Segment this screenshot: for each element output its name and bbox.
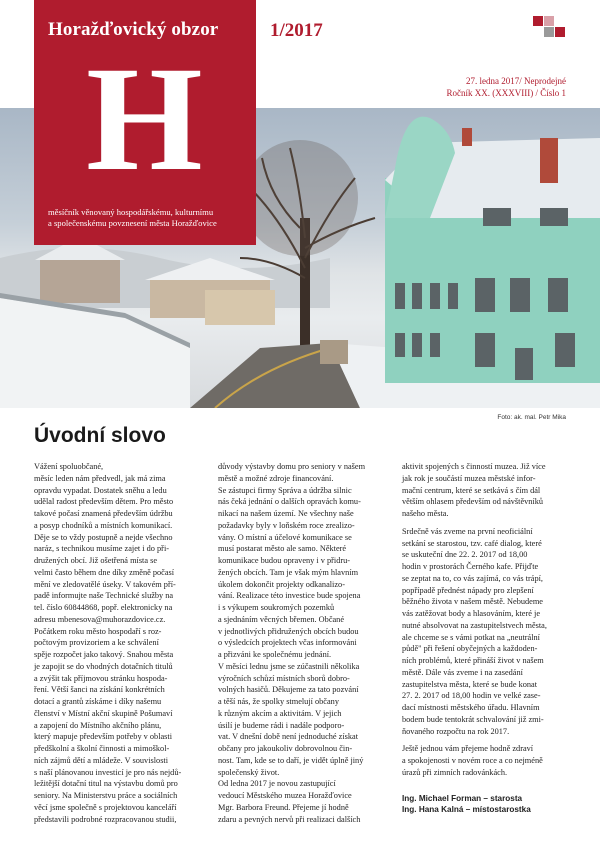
article-column-3 [402,461,566,815]
article-line: dotací a grantů získáme i díky našemu [34,697,162,706]
article-line: výročních schůzí místních sborů dobro- [218,673,350,683]
article-line: větším ohlasem především od návštěvníků [402,497,544,507]
article-line: k různým akcím a aktivitám. V jejich [218,708,342,718]
article-line: žených obcích. Tam je však mým hlavním [218,567,359,577]
article-line: a sjednáním věcných břemen. Občané [218,614,345,624]
article-line: padě informujte naše Technické služby na [34,591,174,601]
article-line: je zapojit se do vhodných dotačních titulů [34,661,173,671]
article-line: volných hasičů. Děkujeme za tato pozvání [218,685,359,695]
article-line: mění ve zledovatělé úseky. V takovém pří- [34,579,176,589]
article-line: a spokojenosti v novém roce a co nejméně [402,756,543,765]
article-line: bodem bude tentokrát schvalování již zmi- [402,714,544,724]
article-line: úkolem dokončit projekty odkanalizo- [218,579,345,589]
article-line: musí postarat město ale samo. Některé [218,544,347,554]
article-line: počtovým provizoriem a ke schválení [34,638,159,648]
article-line: a zapojení do Místního akčního plánu, [34,720,162,730]
masthead-logo-letter: H [86,36,203,202]
article-line: seniory. Na Ministerstvu práce a sociálních [34,791,178,800]
signature-line: Ing. Michael Forman – starosta [402,793,523,803]
article-line: v jednotlivých přidružených obcích budou [218,626,359,636]
article-line: popřípadě přednést nápady pro zlepšení [402,585,534,595]
article-line: vedoucí Městského muzea Horažďovice [218,791,352,800]
article-line: ření. Větší šanci na získání konkrétních [34,685,165,695]
article-line: V měsíci lednu jsme se zúčastnili několika [218,661,360,671]
article-line: Ještě jednou vám přejeme hodně zdraví [402,744,534,754]
article-line: 27. 2. 2017 od 18,00 hodin ve velké zase- [402,691,541,701]
article-line: a posyp chodníků a místních komunikací. [34,520,173,530]
article-line: ležitější dotační titul na výstavbu domů pro [34,779,178,789]
article-line: a zvýšit tak příjmovou stránku hospoda- [34,673,168,683]
masthead-subtitle-line: měsíčník věnovaný hospodářskému, kulturnímu [48,207,214,217]
issue-date: 27. ledna 2017/ Neprodejné [466,76,566,86]
article-line: spěje rozpočet jako takový. Snahou města [34,650,174,659]
article-line: Srdečně vás zveme na první neoficiální [402,526,533,536]
article-line: věcí jsme společně s projektovou kanceláří [34,802,177,812]
article-line: měsíc leden nám předvedl, jak má zima [34,473,166,483]
masthead-block [34,0,256,245]
brand-squares-icon [533,16,565,48]
article-line: mační centrum, které se setkává s čím dál [402,485,541,495]
article-line: Mgr. Barbora Freund. Přejeme jí hodně [218,802,349,812]
article-line: naráz, s technikou musíme zajet i do při- [34,544,170,554]
article-line: vás zatěžovat body a hlasováním, které je [402,609,540,618]
article-line: vání. Realizace této investice bude spojena [218,591,361,601]
article-line: Se zástupci firmy Správa a údržba silnic [218,485,352,495]
article-line: se uskuteční dne 22. 2. 2017 od 18,00 [402,550,528,560]
masthead-subtitle [48,207,253,229]
article-line: komunikace budou opraveny i v přidru- [218,556,351,565]
signatures [402,793,566,815]
article-line: běžného života v našem městě. Nebudeme [402,597,543,607]
article-line: Počátkem roku město hospodaří s roz- [34,626,162,636]
article-column-2 [218,461,382,825]
article-line: Vážení spoluobčané, [34,462,104,471]
article-line: Děje se to vždy postupně a nejde všechno [34,532,173,542]
article-line: společenský život. [218,767,280,777]
article-line: velmi často během dne díky změně počasí [34,567,175,577]
issue-number: 1/2017 [270,20,323,41]
article-line: družených obcí. Již ošetřená místa se [34,556,158,565]
article-line: zastupitelstva města, které se bude konat [402,679,538,689]
article-line: představili podrobné rozpracovanou studii, [34,814,177,824]
article-line: úrazů při zimních radovánkách. [402,767,508,777]
article-line: požadavky byly v loňském roce zrealizo- [218,520,355,530]
article-line: ních problémů, které přináší život v našem [402,656,544,665]
article-line: zdaru a pevných nervů při realizaci dalších [218,814,361,824]
article-heading: Úvodní slovo [34,424,166,447]
article-line: a přizváni ke společnému jednání. [218,650,332,659]
article-line: a těší nás, že spolky stmelují občany [218,697,339,706]
article-column-1 [34,461,198,825]
article-line: adresu mbenesova@muhorazdovice.cz. [34,614,166,624]
article-line: takové počasí znamená především údržbu [34,509,173,518]
article-line: členství v Místní akční skupině Pošumaví [34,708,173,718]
article-line: vat. V dnešní době není jednoduché získat [218,732,359,742]
article-line: nutné absolvovat na zastupitelstvech města, [402,620,547,630]
masthead-subtitle-line: a společenskému povznesení města Horažďovice [48,218,217,228]
article-line: opravdu vypadat. Dostatek sněhu a ledu [34,485,167,495]
article-line: občany pro jakoukoliv dobrovolnou čin- [218,744,353,753]
issue-date-info [447,75,567,99]
article-body [34,461,566,841]
article-line: Od ledna 2017 je novou zastupující [218,779,336,789]
masthead-title: Horažďovický obzor [48,19,219,40]
article-line: půdě" při řešení obyčejných a každoden- [402,644,538,654]
article-line: předškolní a školní činnosti a mimoškol- [34,744,170,753]
article-line: který mapuje především potřeby v oblasti [34,732,173,742]
article-line: ňovaného rozpočtu na rok 2017. [402,726,510,736]
article-line: aktivit spojených s činností muzea. Již více [402,462,546,471]
article-line: městě. Dále vás zveme i na zasedání [402,667,523,677]
article-line: městě a možné zdroje financování. [218,473,334,483]
article-line: s naší plánovanou investicí je pro nás nejdů- [34,767,182,777]
article-line: se zeptat na to, co vás zajímá, co vás trápí, [402,573,543,583]
article-line: nikací na našem území. Ne všechny naše [218,509,354,518]
article-line: tel. číslo 60844868, popř. elektronicky na [34,603,173,612]
article-line: udělal radost především dětem. Pro město [34,497,174,507]
article-line: vány. O místní a účelové komunikace se [218,532,352,542]
article-line: ale chceme se s vámi potkat na „neutrální [402,632,540,642]
signature-line: Ing. Hana Kalná – místostarostka [402,804,531,814]
article-line: hodin v prostorách Černého kafe. Přijďte [402,562,539,571]
article-line: ních zájmů dětí a mládeže. V souvislosti [34,755,169,765]
issue-volume: Ročník XX. (XXXVIII) / Číslo 1 [446,88,566,98]
photo-credit: Foto: ak. mal. Petr Mika [497,414,566,421]
article-line: nost. Tam, kde se to daří, je vidět úplně jiný [218,755,364,765]
article-line: jak rok je součástí muzea městské infor- [402,473,536,483]
article-line: dací místnosti městského úřadu. Hlavním [402,703,540,712]
article-line: úsilí je budeme rádi i nadále podporo- [218,720,345,730]
article-line: nás čeká jednání o dalších opravách komu- [218,497,361,507]
article-line: důvody výstavby domu pro seniory v našem [218,462,366,471]
article-line: o výsledcích projektech včas informováni [218,638,357,648]
article-line: setkání se starostou, tzv. café dialog, které [402,538,542,548]
article-line: našeho města. [402,509,449,518]
article-line: i s výkupem soukromých pozemků [218,603,335,612]
